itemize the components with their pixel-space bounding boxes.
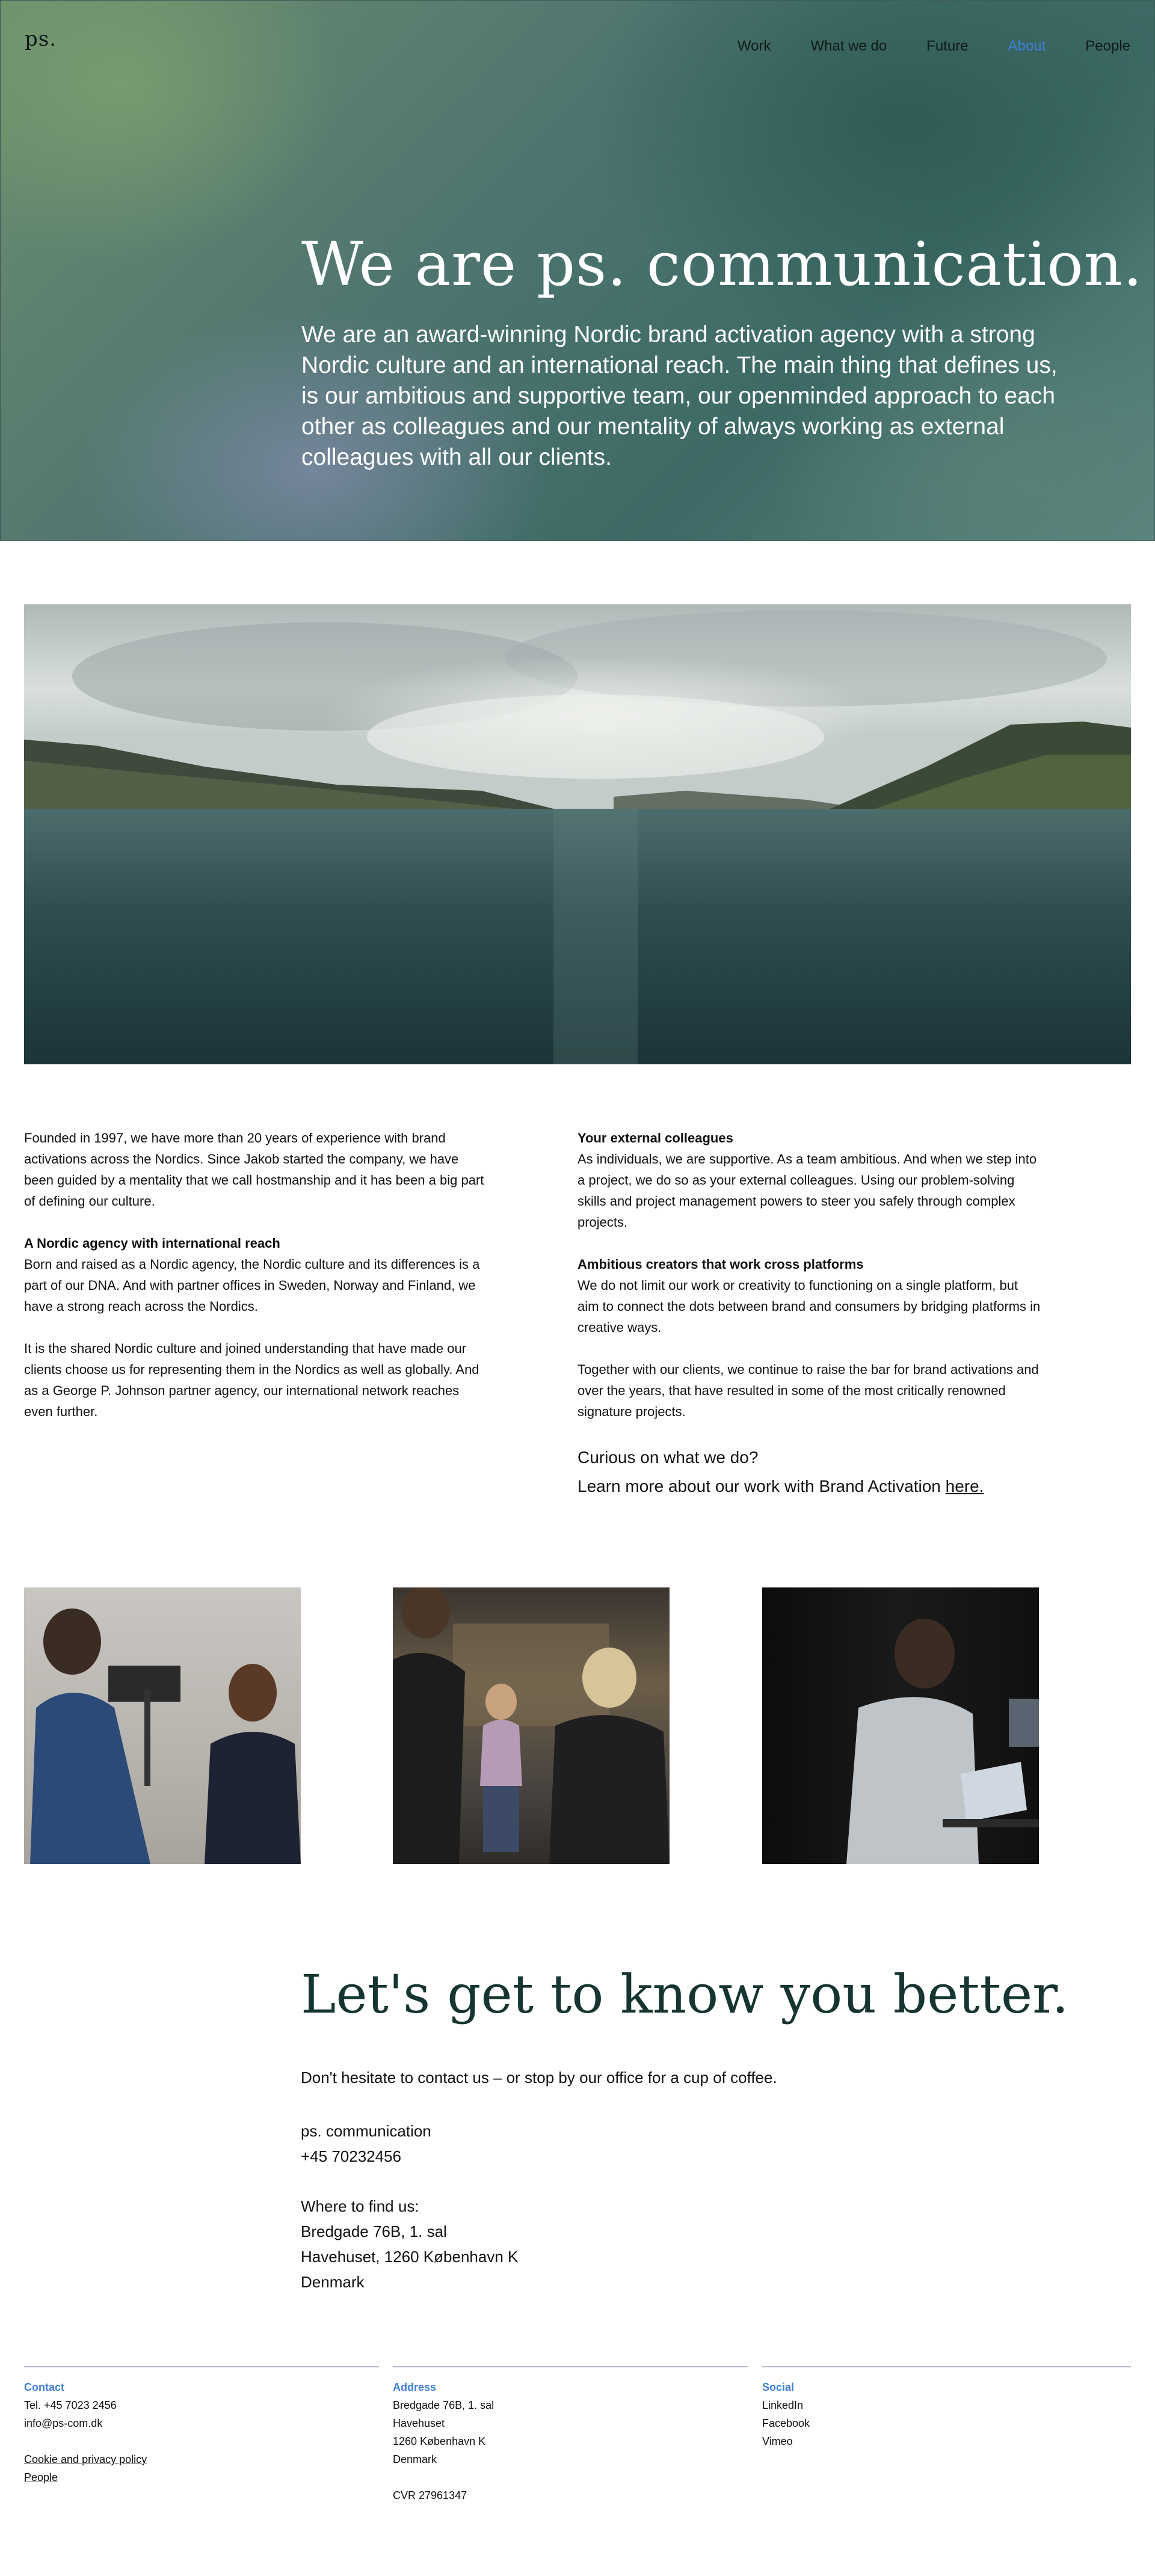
footer-address <box>393 2366 748 2504</box>
external-heading: Your external colleagues <box>578 1130 733 1145</box>
footer-address-heading: Address <box>393 2381 437 2393</box>
nav-work[interactable]: Work <box>737 38 771 54</box>
address-line-2: Havehuset, 1260 København K <box>301 2248 519 2266</box>
footer-address-line-1: Bredgade 76B, 1. sal <box>393 2399 494 2411</box>
main-nav <box>738 38 1130 55</box>
about-right-column <box>578 1127 1041 1501</box>
team-photo-camera <box>24 1587 301 1864</box>
address-country: Denmark <box>301 2273 365 2291</box>
logo[interactable]: ps. <box>25 27 57 51</box>
company-phone: +45 70232456 <box>301 2147 402 2165</box>
brand-activation-link[interactable]: here. <box>945 1477 984 1495</box>
nordic-heading: A Nordic agency with international reach <box>24 1236 280 1251</box>
together-paragraph: Together with our clients, we continue to raise the bar for brand activations and over the years, that have resulted in some of the most critically renowned signature projects. <box>578 1362 1039 1419</box>
laptop-illustration <box>762 1587 1039 1864</box>
creators-text: We do not limit our work or creativity to functioning on a single platform, but aim to connect the dots between brand and consumers by bridging platforms in creative ways. <box>578 1278 1041 1335</box>
shared-culture-paragraph: It is the shared Nordic culture and joined understanding that have made our clients choose us for representing them in the Nordics as well as globally. And as a George P. Johnson partner agency, our international network reaches even further. <box>24 1341 479 1419</box>
address-line-1: Bredgade 76B, 1. sal <box>301 2222 447 2240</box>
nordic-text: Born and raised as a Nordic agency, the Nordic culture and its differences is a part of our DNA. And with partner offices in Sweden, Norway and Finland, we have a strong reach across the Nordics. <box>24 1257 480 1314</box>
learn-more-text: Learn more about our work with Brand Activation <box>578 1477 941 1495</box>
team-photo-laptop <box>762 1587 1039 1864</box>
footer-social <box>762 2366 1131 2450</box>
footer-email[interactable]: info@ps-com.dk <box>24 2417 103 2429</box>
nordic-section <box>24 1233 487 1317</box>
curious-line: Curious on what we do? <box>578 1448 759 1467</box>
nav-future[interactable]: Future <box>926 38 969 54</box>
nav-people[interactable]: People <box>1085 38 1130 54</box>
creators-section <box>578 1254 1041 1338</box>
learn-more-line <box>578 1472 1041 1501</box>
camera-crew-illustration <box>24 1587 301 1864</box>
fjord-landscape-image <box>24 604 1131 1064</box>
footer-people-link[interactable]: People <box>24 2471 58 2483</box>
linkedin-link[interactable]: LinkedIn <box>762 2399 804 2411</box>
presentation-illustration <box>393 1587 670 1864</box>
vimeo-link[interactable]: Vimeo <box>762 2435 793 2447</box>
hero-section <box>0 0 1155 541</box>
footer-contact <box>24 2366 379 2486</box>
footer-contact-heading: Contact <box>24 2381 64 2393</box>
fjord-illustration <box>24 604 1131 1064</box>
about-left-column <box>24 1127 487 1443</box>
intro-paragraph: Founded in 1997, we have more than 20 years of experience with brand activations across the Nordics. Since Jakob started the company, we have been guided by a mentality that we call hostmanship and it has been a big part of defining our culture. <box>24 1130 484 1209</box>
contact-title: Let's get to know you better. <box>301 1963 1069 2025</box>
creators-heading: Ambitious creators that work cross platforms <box>578 1257 864 1272</box>
nav-about[interactable]: About <box>1008 38 1046 54</box>
office-address <box>301 2194 518 2295</box>
external-text: As individuals, we are supportive. As a team ambitious. And when we step into a project, we do so as your external colleagues. Using our problem-solving skills and project management powers to steer you safely through complex projects. <box>578 1152 1037 1230</box>
contact-lead: Don't hesitate to contact us – or stop by our office for a cup of coffee. <box>301 2068 777 2087</box>
footer-tel: Tel. +45 7023 2456 <box>24 2399 117 2411</box>
company-name: ps. communication <box>301 2122 431 2140</box>
facebook-link[interactable]: Facebook <box>762 2417 810 2429</box>
hero-text: We are an award-winning Nordic brand activation agency with a strong Nordic culture and an international reach. The main thing that defines us, is our ambitious and supportive team, our openminded approach to each other as colleagues and our mentality of always working as external colleagues with all our clients. <box>301 322 1058 470</box>
where-label: Where to find us: <box>301 2197 419 2215</box>
footer-address-line-4: Denmark <box>393 2453 437 2465</box>
footer-cvr: CVR 27961347 <box>393 2489 467 2501</box>
external-section <box>578 1127 1041 1233</box>
company-details <box>301 2118 431 2169</box>
footer-address-line-3: 1260 København K <box>393 2435 486 2447</box>
curious-block <box>578 1443 1041 1501</box>
nav-what-we-do[interactable]: What we do <box>810 38 887 54</box>
footer-address-line-2: Havehuset <box>393 2417 445 2429</box>
team-photo-presentation <box>393 1587 670 1864</box>
cookie-policy-link[interactable]: Cookie and privacy policy <box>24 2453 147 2465</box>
hero-title: We are ps. communication. <box>301 229 1143 299</box>
footer-social-heading: Social <box>762 2381 795 2393</box>
